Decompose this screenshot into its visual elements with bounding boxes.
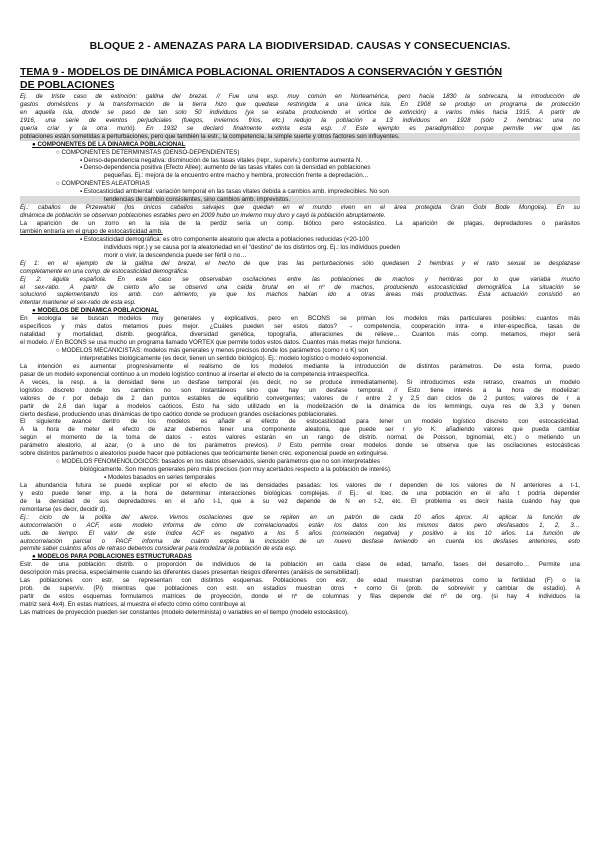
text-line: uds. de tiempo. El valor de este índice ACF es negativo a los 5 años (correlación negativa) y positivo a los 10 años. La función de — [20, 529, 580, 537]
text-line: La intención es aumentar progresivamente el realismo de los modelos mediante la introducción de distintos parámetros. De esta forma, puedo — [20, 362, 580, 370]
text-line: Ej 2: águila española. En este caso se observaban oscilaciones entre las poblaciones de machos y hembras por lo que variaba mucho — [20, 275, 580, 283]
text-line: específicos y más datos metamos pues mejor. ¿Cuáles pueden ser estos datos? → competencia, cooperación intra- e inter-específica, tasas de — [20, 323, 580, 331]
text-line: el sex-ratio. A partir de cierto año se observó una caída brutal en el nº de machos, produciendo estocasticidad demográfica. La situación se — [20, 283, 580, 291]
text-line: descripción más precisa, especialmente cuando las diferentes clases presentan riesgos diferentes (análisis de sensibilidad). — [20, 569, 361, 577]
list-item: pequeñas. Ej.: mejora de la encuentro entre macho y hembra, protección frente a depredación… — [104, 172, 369, 180]
list-item: ▪ Estocasticidad demográfica: es otro componente aleatorio que afecta a poblaciones reducidas (<20-100 — [80, 235, 369, 243]
section-title-line-2: DE POBLACIONES — [20, 78, 115, 91]
text-line: 1916, una serie de eventos perjudiciales (fuegos, inviernos fríos, etc.) redujo la población a 13 individuos en 1928 (sólo 2 hembras: una no — [20, 116, 580, 124]
text-line: En ecología se buscan modelos muy generales y explicativos, pero en BCONS se priman los modelos más particulares posibles: cuantos más — [20, 315, 580, 323]
text-line: prob. de supervív. (Pi) mientras que poblaciones con estr. en estadios muestran otros + como Gi (prob. de sobrevivir y cambiar de estadio). A — [20, 585, 580, 593]
text-line: natalidad y mortalidad, distrib. geográfica, diversidad genética, topografía, alteraciones de relieve… Cuantos más comp. metamos, mejor será — [20, 331, 580, 339]
list-item: ○ MODELOS FENOMENOLÓGICOS: basados en los datos observados, siendo parámetros que no son interpretables — [56, 458, 380, 466]
text-line: A la hora de meter el efecto de azar debemos tener una componente aleatoria, que puede ser r y/o K: añadiendo valores que pueda cambiar — [20, 426, 580, 434]
text-line: autocorrelación o ACF, este modelo informa de cómo de correlacionados están los datos con los mismos datos pero desfasados 1, 2, 3… — [20, 521, 580, 529]
text-line: según el momento de la toma de datos - estos valores estarán en un rango de distrib. normal, de Poisson, bginomial, etc.) o metiendo un — [20, 434, 580, 442]
text-line: solucionó suplementando los amb. con alimento, ya que los machos habían ido a otras áreas más productivas. Esta actuación consistió en — [20, 291, 580, 299]
text-line: intentar mantener el sex-ratio de esta esp. — [20, 299, 136, 307]
text-line: matriz será 4x4). En estas matrices, al muestra el efecto cómo cómo contribuye al. — [20, 601, 247, 608]
section-title-line-1: TEMA 9 - MODELOS DE DINÁMICA POBLACIONAL ORIENTADOS A CONSERVACIÓN Y GESTIÓN — [20, 66, 503, 78]
section-title — [20, 66, 580, 91]
text-line: La abundancia futura se puede explicar por el efecto de las densidades pasadas: los valores de r dependen de los valores de N anteriores a t-1, — [20, 481, 580, 489]
text-line: completamente en una comp. de estocasticidad demográfica. — [20, 267, 189, 275]
list-item: ○ MODELOS MECANICISTAS: modelos más generales y menos precisos donde los parámetros (como r o K) son — [56, 347, 369, 354]
bullet-heading: ○ COMPONENTES DETERMINISTAS (DENSO-DEPENDIENTES) — [56, 148, 240, 156]
text-line: pasar de un modelo exponencial continuo a un modelo logístico continuo al insertar el efecto de la competencia intraespecífica. — [20, 370, 370, 378]
text-line: El siguiente avance dentro de los modelos es añadir el efecto de estocasticidad para tener un modelo logístico discreto con estocasticidad. — [20, 418, 580, 426]
text-line: autocorrelación parcial o PACF informa de cuánto explica la inclusión de un nuevo desfase teniendo en cuenta los desfases anteriores, esto — [20, 537, 580, 545]
text-line: también entraría en el grupo de estocasticidad amb. — [20, 227, 163, 235]
text-line: gastos domésticos y la transformación de la tierra hizo que quedase restringida a una única isla. En 1908 se produjo un programa de protección — [20, 100, 580, 108]
text-line: logístico discreto donde los cambios no son instantáneos sino que hay un desfase temporal. // Esto tiene interés a la hora de modelizar: — [20, 386, 580, 394]
text-line: quería criar y la otra murió). En 1932 se declaró finalmente extinta esta esp. // Este ejemplo es paradigmático porque permite ver que las — [20, 124, 580, 132]
text-line: Ej.: ciclo de la polilla del alerce. Vemos oscilaciones que se repiten en un patrón de cada 10 años aprox. Al aplicar la función de — [20, 513, 580, 521]
text-line: sobre distintos parámetros o aleatorios puede hacer que poblaciones que teóricamente tienen crec. exponencial puede en extinguirse. — [20, 450, 389, 458]
text-line: el modelo. // En BCONS se usa mucho un programa llamado VORTEX que permite todos estos datos. Cuantos más metas mejor funciona. — [20, 339, 402, 347]
text-line: remontarse (es decir, decidir d). — [20, 505, 108, 513]
text-line: Estr. de una población: distrib. o proporción de individuos de la población en cada clase de edad, tamaño, fases del desarrollo… Permite una — [20, 561, 580, 569]
text-line: y esto puede tener imp. a la hora de determinar interacciones biológicas complejas. // Ej.: el lcec. de una población en el año t podría depender — [20, 489, 580, 497]
text-line: dinámica de población se observan poblaciones estables pero en 2009 hubo un invierno muy duro y cayó la población abruptamente. — [20, 212, 386, 220]
text-line: de la densidad de sus depredadores en el año t-1, que a su vez depende de N en t-2, etc. El problema es decir hasta cuándo hay que — [20, 497, 580, 505]
text-line: partir de estos esquemas formulamos matrices de proyección, donde el nº de columnas y filas depende del nº de org. (si hay 4 individuos la — [20, 593, 580, 601]
text-line: parámetro aleatorio, al azar, (o a uno de los parámetros previos). // Esto permite crear modelos donde se observa que las oscilaciones estocásticas — [20, 442, 580, 450]
list-item: tendencias de cambio consistentes, sino cambios amb. imprevistos. — [20, 196, 580, 204]
list-item: morir o vivir, la descendencia puede ser fértil o no… — [104, 251, 247, 259]
text-line: poblaciones están sometidas a perturbaciones, pero que también la estr., la competencia, la simple suerte y otros factores son influyentes. — [20, 133, 580, 141]
text-line: valores de r por debajo de 2 dan puntos estables de equilibrio convergentes; valores de r entre 2 y 2,5 dan ciclos de 2 puntos; valores de r a — [20, 394, 580, 402]
list-item: individuos repr.) y se causa por la aleatoriedad en el "destino" de los distintos org. Ej.: los individuos pueden — [104, 243, 401, 251]
text-line: Ej 1: en el ejemplo de la gallina del brezal, el hecho de que tras las perturbaciones sólo quedasen 2 hembras y el ratio sexual se desplazase — [20, 259, 580, 267]
text-line: A veces, la resp. a la densidad tiene un desfase temporal (es decir, no se produce inmediatamente). Si introducimos este retraso, creamos un modelo — [20, 378, 580, 386]
list-item: biológicamente. Son menos generales pero más precisos (son muy acertados respecto a la población de interés). — [80, 466, 392, 474]
text-line: Ej.: caballos de Przewalski (los únicos caballos salvajes que quedan en el mundo viven en el área protegida Gran Gobi Bode Mongolia). En su — [20, 204, 580, 212]
text-line: partir de 2,6 dan lugar a modelos caóticos. Esto ha sido utilizado en la modelización de la dinámica de los lemmings, cuya res de 3,3 y tienen — [20, 402, 580, 410]
text-line: Ej. de triste caso de extinción: gallina del brezal. // Fue una esp. muy común en Norteamérica, pero hacia 1830 la sobrecaza, la introducción de — [20, 93, 580, 100]
list-item: ▪ Denso-dependencia positiva (Efecto Allee): aumento de las tasas vitales con la densidad en poblaciones — [80, 164, 371, 172]
text-line: Las matrices de proyección pueden ser constantes (modelo determinista) o variables en el tiempo (modelo estocástico). — [20, 608, 349, 616]
document-body — [20, 93, 580, 617]
list-item: ▪ Denso-dependencia negativa: disminución de las tasas vitales (repr., supervív.) conforme aumenta N. — [80, 156, 363, 164]
text-line: permite saber cuántos años de retraso debemos considerar para modelizar la población de esta esp. — [20, 545, 297, 553]
document-page — [20, 0, 580, 617]
list-item: interpretables biológicamente (es decir, tienen un sentido biológico). Ej.: modelo logístico o modelo exponencial. — [80, 354, 388, 362]
document-title: BLOQUE 2 - AMENAZAS PARA LA BIODIVERSIDAD. CAUSAS Y CONSECUENCIAS. — [89, 40, 511, 52]
list-item: ▪ Modelos basados en series temporales — [104, 474, 216, 481]
list-item: ▪ Estocasticidad ambiental: variación temporal en las tasas vitales debida a cambios amb. impredecibles. No son — [80, 188, 389, 196]
text-line: en aquella isla, donde se pasó de tan solo 50 individuos (ya se estaba produciendo el vórtice de extinción) a varios miles hacia 1915. A partir de — [20, 108, 580, 116]
bullet-heading: ○ COMPONENTES ALEATORIAS — [56, 180, 150, 188]
bullet-heading: ● MODELOS DE DINÁMICA POBLACIONAL — [32, 307, 159, 315]
text-line: Las poblaciones con estr. se representan con distintos esquemas. Poblaciones con estr. de edad muestran parámetros como la fertilidad (F) o la — [20, 577, 580, 585]
text-line: La aparición de un zorro en la isla de la perdiz sería un comp. biótico pero estocástico. La aparición de plagas, depredadores o parásitos — [20, 220, 580, 227]
text-line: cierto desfase, produciendo unas dinámicas de tipo caótico donde se producen grandes oscilaciones poblacionales. — [20, 410, 338, 418]
bullet-heading: ● MODELOS PARA POBLACIONES ESTRUCTURADAS — [32, 553, 192, 561]
bullet-heading: ● COMPONENTES DE LA DINÁMICA POBLACIONAL — [32, 140, 186, 148]
